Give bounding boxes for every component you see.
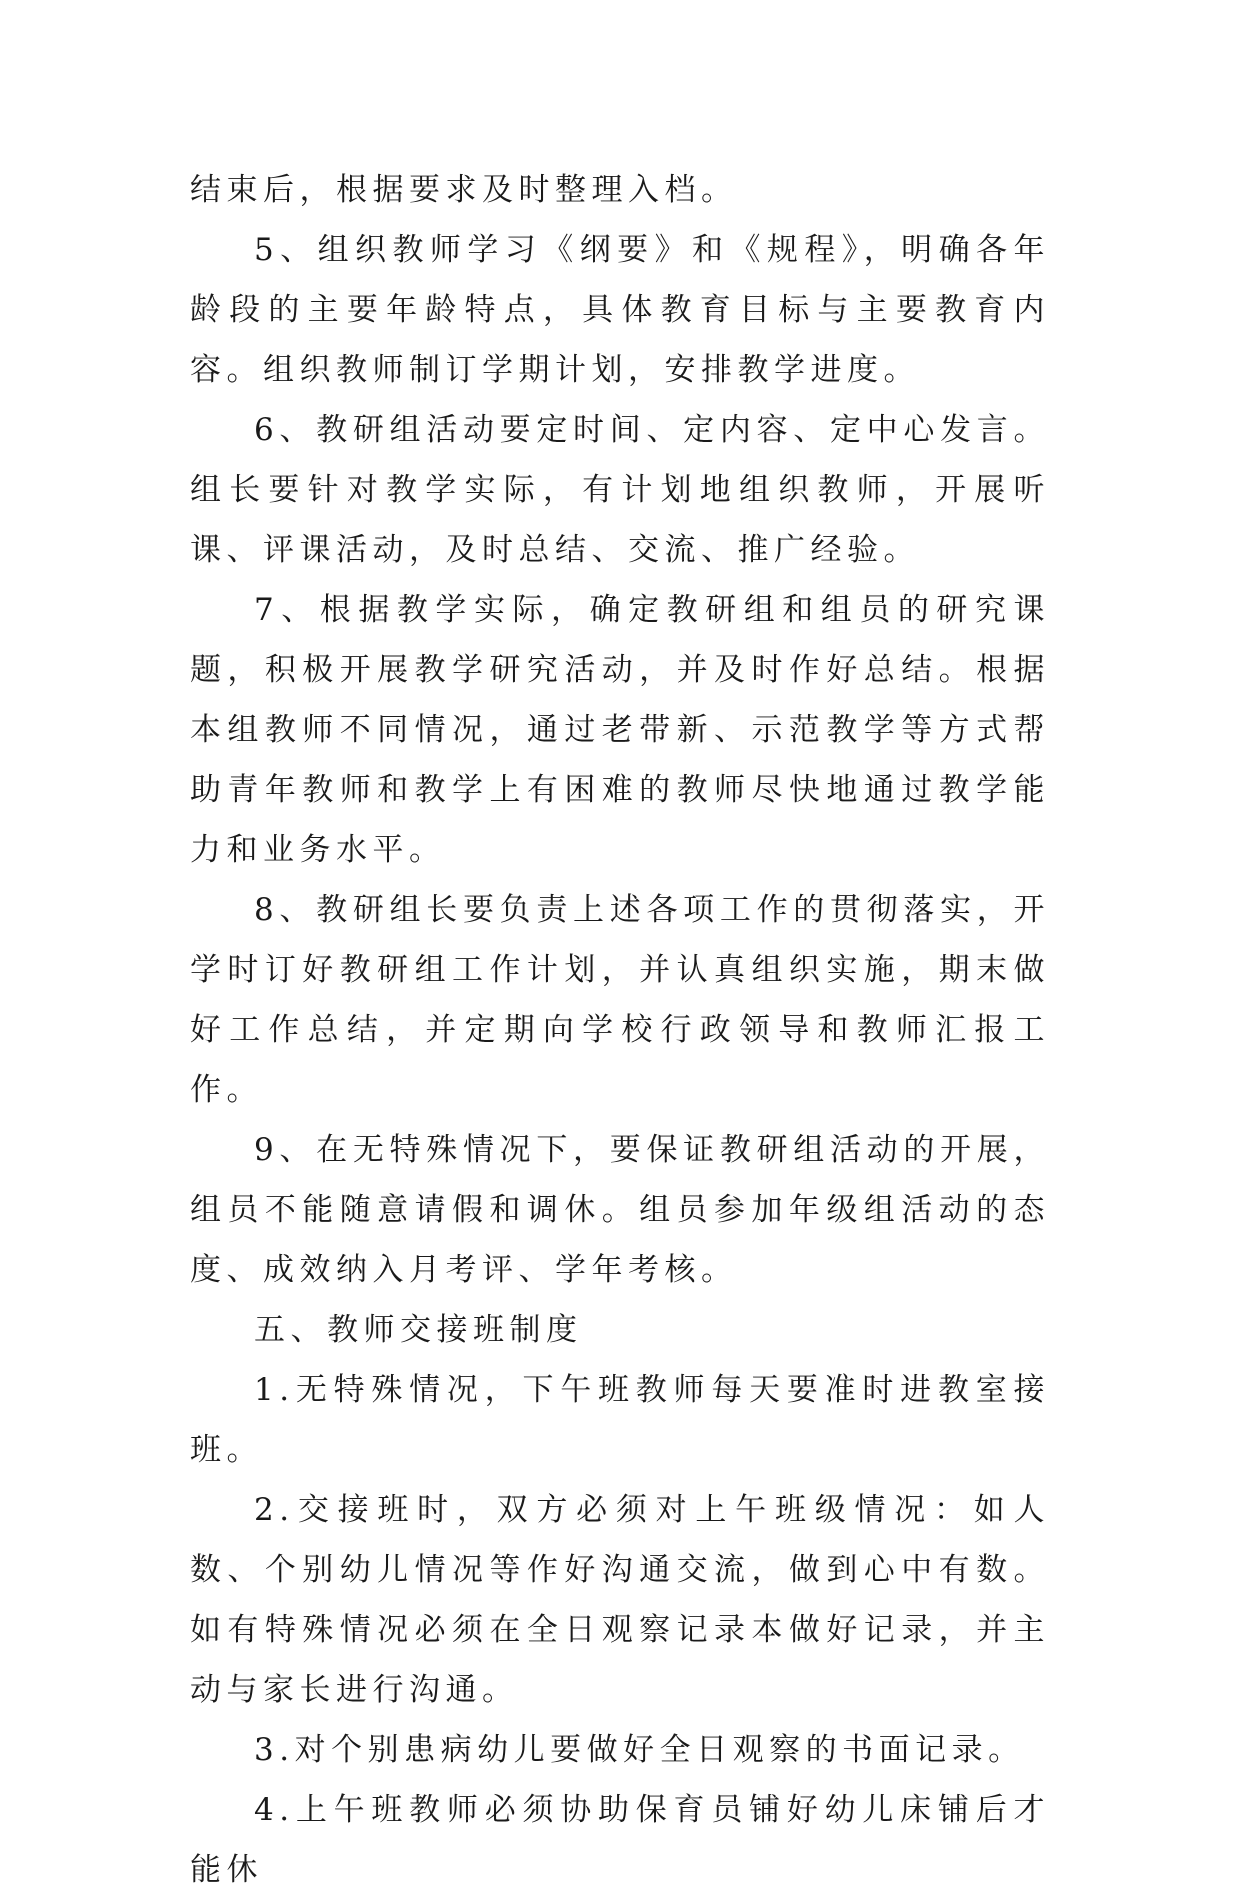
paragraph-item-6: 6、教研组活动要定时间、定内容、定中心发言。组长要针对教学实际，有计划地组织教师，开展听课、评课活动，及时总结、交流、推广经验。	[190, 412, 1050, 568]
document-body	[190, 160, 1050, 1900]
paragraph-rule-3: 3.对个别患病幼儿要做好全日观察的书面记录。	[254, 1732, 1025, 1768]
paragraph-rule-1: 1.无特殊情况，下午班教师每天要准时进教室接班。	[190, 1372, 1050, 1468]
paragraph-rule-4: 4.上午班教师必须协助保育员铺好幼儿床铺后才能休	[190, 1792, 1050, 1888]
section-heading: 五、教师交接班制度	[254, 1312, 583, 1348]
paragraph-item-8: 8、教研组长要负责上述各项工作的贯彻落实，开学时订好教研组工作计划，并认真组织实施，期末做好工作总结，并定期向学校行政领导和教师汇报工作。	[190, 892, 1050, 1108]
paragraph-item-9: 9、在无特殊情况下，要保证教研组活动的开展，组员不能随意请假和调休。组员参加年级组活动的态度、成效纳入月考评、学年考核。	[190, 1132, 1050, 1288]
paragraph-continuation: 结束后，根据要求及时整理入档。	[190, 172, 738, 208]
paragraph-item-7: 7、根据教学实际，确定教研组和组员的研究课题，积极开展教学研究活动，并及时作好总结。根据本组教师不同情况，通过老带新、示范教学等方式帮助青年教师和教学上有困难的教师尽快地通过教学能力和业务水平。	[190, 592, 1050, 868]
paragraph-item-5: 5、组织教师学习《纲要》和《规程》，明确各年龄段的主要年龄特点，具体教育目标与主要教育内容。组织教师制订学期计划，安排教学进度。	[190, 232, 1050, 388]
paragraph-rule-2: 2.交接班时，双方必须对上午班级情况：如人数、个别幼儿情况等作好沟通交流，做到心中有数。如有特殊情况必须在全日观察记录本做好记录，并主动与家长进行沟通。	[190, 1492, 1050, 1708]
